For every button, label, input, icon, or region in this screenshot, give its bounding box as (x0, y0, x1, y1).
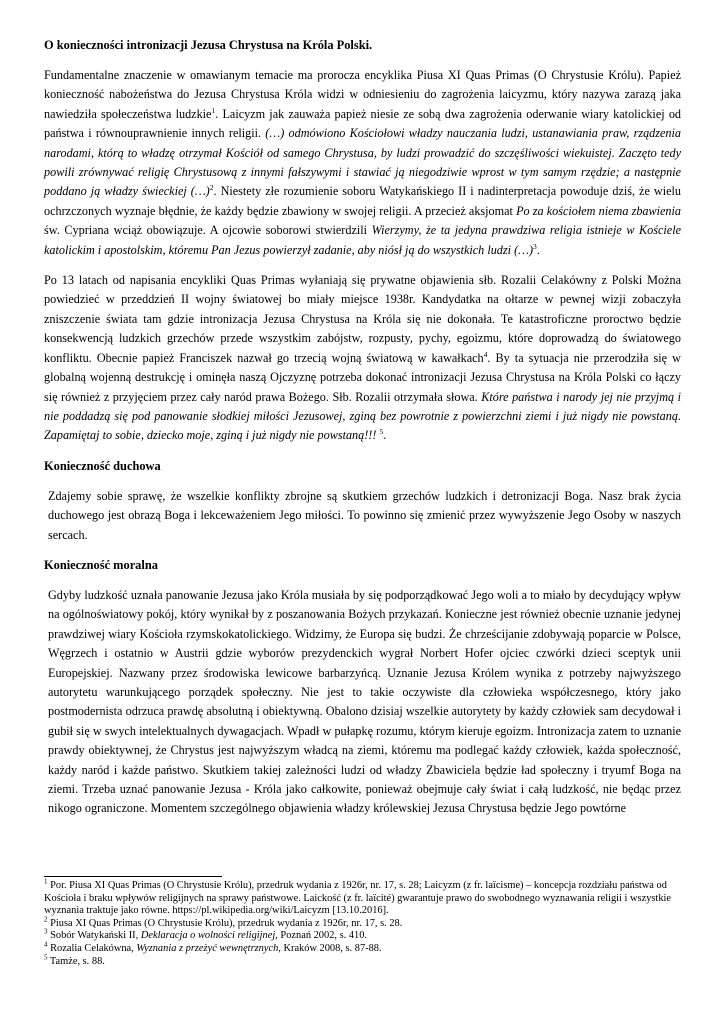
footnote-text: , Kraków 2008, s. 87-88. (278, 942, 382, 954)
footnote-text: Sobór Watykański II, (47, 930, 141, 942)
text-run: Fundamentalne znaczenie w omawianym temacie ma proroczа encyklika Piusa XI Quas Primas (O Chrystusie Królu). Papież konieczność nabożeństwa do Jezusa Chrystusa Króla widzi w odniesieniu do zagrożenia laicyzmu, który nazywa zarazą jaka nawiedziła społeczeństwa ludzkie (44, 68, 681, 121)
footnote-ref-3[interactable]: 3 (533, 241, 537, 251)
text-run: . Niestety złe rozumienie soboru Watykańskiego II i nadinterpretacja powoduje dziś, że wielu ochrzczonych wyznaje błędnie, że każdy będzie zbawiony w swojej religii. A przecież aksjomat (44, 184, 681, 218)
footnote-1 (44, 877, 681, 918)
paragraph-moral: Gdyby ludzkość uznała panowanie Jezusa jako Króla musiała by się podporządkować Jego woli a to miało by decydujący wpływ na ogólnoświatowy pokój, który wynikał by z poszanowania Bożych przykazań. Konieczne jest również obecnie uznanie jedynej prawdziwej wiary Kościoła rzymskokatolickiego. Widzimy, że Europa się budzi. Że chrześcijanie zdobywają poparcie w Polsce, Węgrzech i ostatnio w Austrii gdzie wyborów prezydenckich wygrał Norbert Hofer ojciec czwórki dzieci sceptyk unii Europejskiej. Nazwany przez środowiska lewicowe barbarzyńcą. Uznanie Jezusa Królem wynika z potrzeby najwyższego autorytetu warunkującego porządek społeczny. Nie jest to takie oczywiste dla człowieka współczesnego, który jako postmodernista odrzuca prawdę absolutną i obiektywną. Obalono dzisiaj wszelkie autorytety by każdy człowiek sam decydował i gubił się w swych intelektualnych dywagacjach. Wpadł w pułapkę rozumu, którym kieruje egoizm. Intronizacja zatem to uznanie prawdy obiektywnej, że Chrystus jest najwyższym władcą na ziemi, któremu ma podlegać każdy człowiek, każda społeczność, każdy naród i każde państwo. Skutkiem takiej zależności ludzi od władzy Zbawiciela będzie ład społeczny i tryumf Boga na ziemi. Trzeba uznać panowanie Jezusa - Króla jako całkowite, ponieważ obejmuje cały świat i całą ludzkość, nie będąc przez nikogo ograniczone. Momentem szczególnego objawienia władzy królewskiej Jezusa Chrystusa będzie Jego powtórne (48, 587, 681, 816)
heading-spiritual: Konieczność duchowa (44, 458, 161, 473)
footnote-number: 3 (44, 927, 48, 936)
footnote-5 (44, 953, 681, 969)
council-quote-italic: Wierzymy, że ta jedyna prawdziwa religia istnieje w Kościele katolickim i apostolskim, któremu Pan Jezus powierzył zadanie, aby niósł ją do wszystkich ludzi (…) (44, 223, 681, 257)
footnote-separator (44, 876, 222, 877)
footnote-number: 4 (44, 940, 48, 949)
footnote-ref-1[interactable]: 1 (211, 105, 216, 115)
footnote-text: Por. Piusa XI Quas Primas (O Chrystusie Królu), przedruk wydania z 1926r, nr. 17, s. 28; Laicyzm (z fr. laïcisme) – koncepcja rozdziału państwa od Kościoła i braku wpływów religijnych na sprawy państwowe. Laickość (z fr. laïcité) gwarantuje prawo do swobodnego wyznawania religii i wszystkie wyznania traktuje jako równe. https://pl.wikipedia.org/wiki/Laicyzm [13.10.2016]. (44, 880, 672, 917)
body-text (44, 36, 681, 830)
paragraph-revelations (44, 271, 681, 446)
footnote-title-italic: Wyznania z przeżyć wewnętrznych (136, 942, 279, 954)
document-title: O konieczności intronizacji Jezusa Chrystusa na Króla Polski. (44, 38, 373, 52)
footnote-text: Piusa XI Quas Primas (O Chrystusie Królu), przedruk wydania z 1926r, nr. 17, s. 28. (47, 917, 403, 929)
text-run: Po 13 latach od napisania encykliki Quas Primas wyłaniają się prywatne objawienia słb. Rozalii Celakówny z Polski Można powiedzieć w przeddzień II wojny światowej bo miały miejsce 1938r. Kandydatka na ołtarze w pewnej wizji zobaczyła zniszczenie świata tam gdzie intronizacja Jezusa Chrystusa na Króla się nie dokonała. Te katastroficzne proroctwo będzie konsekwencją ludzkich grzechów przede wszystkim zabójstw, rozpusty, pychy, egoizmu, które doprowadzą do światowego konfliktu. Obecnie papież Franciszek nazwał go trzecią wojną światową w kawałkach (44, 273, 681, 365)
quote-italic: (…) odmówiono Kościołowi władzy nauczania ludzi, ustanawiania praw, rządzenia narodami, którą to władzę otrzymał Kościół od samego Chrystusa, by ludzi prowadzić do szczęśliwości wiekuistej. Zaczęto tedy powili zrównywać religię Chrystusową z innymi fałszywymi i stawiać ją niegodziwie wprost w tym samym rzędzie; a następnie poddano ją władzy świeckiej (…) (44, 126, 681, 199)
footnotes (44, 876, 681, 968)
paragraph-encyclical (44, 66, 681, 260)
footnote-2 (44, 915, 681, 931)
text-run: . By ta sytuacja nie przerodziła się w globalną wojenną destrukcję i ominęła naszą Ojczyznę potrzeba dokonać intronizacji Jezusa Chrystusa na Króla Polski co łączy się również z przyjęciem przez cały naród prawa Bożego. Słb. Rozalii otrzymała słowa. (44, 350, 681, 404)
heading-moral: Konieczność moralna (44, 557, 158, 572)
revelation-quote-italic: Które państwa i narody jej nie przyjmą i nie poddadzą się pod panowanie słodkiej miłości Jezusowej, zginą bez powrotnie z powierzchni ziemi i już nigdy nie powstaną. Zapamiętaj to sobie, dziecko moje, zginą i już nigdy nie powstaną!!! (44, 389, 681, 443)
text-run: . (383, 428, 387, 443)
text-run: św. Cypriana wciąż obowiązuje. A ojcowie soborowi stwierdzili (44, 223, 372, 238)
footnote-ref-4[interactable]: 4 (483, 349, 488, 359)
footnote-ref-5[interactable]: 5 (379, 427, 384, 437)
footnote-3 (44, 927, 681, 943)
footnote-4 (44, 940, 681, 956)
text-run: . (536, 242, 540, 257)
footnote-text: Tamże, s. 88. (47, 955, 105, 967)
paragraph-spiritual: Zdajemy sobie sprawę, że wszelkie konflikty zbrojne są skutkiem grzechów ludzkich i detronizacji Boga. Nasz brak życia duchowego jest obrazą Boga i lekceważeniem Jego miłości. To powinno się zmienić przez wywyższenie Jego Osoby w naszych sercach. (48, 488, 681, 542)
axiom-italic: Po za kościołem niema zbawienia (516, 203, 682, 218)
footnote-ref-2[interactable]: 2 (209, 183, 214, 193)
text-run: . Laicyzm jak zauważa papież niesie ze sobą dwa zagrożenia oderwanie wiary katolickiej od państwa i równouprawnienie innych religii. (44, 106, 682, 141)
footnote-title-italic: Deklaracja o wolności religijnej (140, 930, 276, 942)
footnote-number: 5 (44, 953, 48, 962)
footnote-text: , Poznań 2002, s. 410. (275, 930, 368, 942)
footnote-number: 1 (44, 877, 48, 886)
footnote-text: Rozalia Celakówna, (47, 942, 137, 954)
footnote-number: 2 (44, 915, 48, 924)
